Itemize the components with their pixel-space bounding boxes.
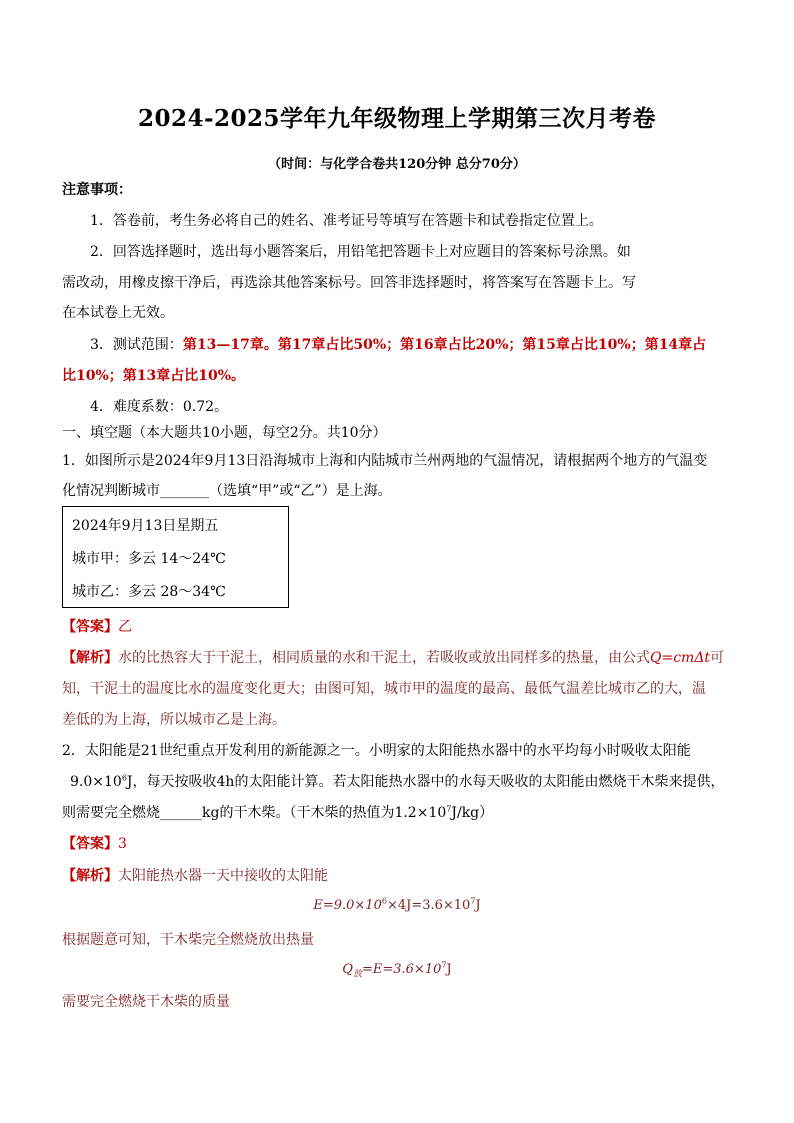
notice-item-3-line-1 [90, 335, 706, 355]
answer-tag: 【答案】 [62, 619, 118, 635]
notice-item-3-prefix: 3．测试范围： [90, 337, 183, 353]
q2-heat-unit: J/kg） [451, 805, 494, 821]
formula-part: ×4J=3.6×10 [386, 898, 471, 913]
q2-answer [62, 834, 127, 854]
analysis-text-end: 可 [710, 650, 725, 666]
q1-line-1: 1．如图所示是2024年9月13日沿海城市上海和内陆城市兰州两地的气温情况，请根据两个地方的气温变 [62, 453, 708, 469]
q2-energy-value: 9.0×10 [70, 774, 122, 790]
notice-item-3-line-2: 比10%；第13章占比10%。 [62, 368, 246, 384]
formula-subscript: 放 [352, 969, 362, 980]
weather-city-b: 城市乙：多云 28～34℃ [72, 584, 226, 600]
notice-item-2-line-3: 在本试卷上无效。 [62, 305, 174, 321]
formula-unit: J [475, 898, 481, 913]
q1-analysis-line-2: 知，干泥土的温度比水的温度变化更大；由图可知，城市甲的温度的最高、最低气温差比城市乙的大，温 [62, 681, 706, 697]
answer-value: 乙 [118, 619, 132, 635]
formula-solar-energy [0, 898, 794, 913]
weather-city-a: 城市甲：多云 14～24℃ [72, 551, 226, 567]
q2-line-1: 2．太阳能是21世纪重点开发利用的新能源之一。小明家的太阳能热水器中的水平均每小时吸收太阳能 [62, 743, 691, 759]
q1-line-2: 化情况判断城市_______（选填“甲”或“乙”）是上海。 [62, 483, 392, 499]
analysis-text: 太阳能热水器一天中接收的太阳能 [118, 868, 328, 884]
q2-line-3 [62, 803, 493, 823]
formula-exponent: 7 [441, 960, 447, 970]
page-title: 2024-2025学年九年级物理上学期第三次月考卷 [137, 105, 657, 132]
q2-line-3-text: 则需要完全燃烧______kg的干木柴。（干木柴的热值为1.2×10 [62, 805, 447, 821]
q1-answer [62, 617, 132, 637]
exam-subtitle: （时间：与化学合卷共120分钟 总分70分） [268, 157, 526, 172]
notice-heading: 注意事项： [62, 182, 132, 198]
answer-tag: 【答案】 [62, 836, 118, 852]
formula-exponent: 6 [381, 896, 387, 906]
analysis-formula: Q=cmΔt [650, 650, 711, 666]
analysis-tag: 【解析】 [62, 868, 118, 884]
q2-line-2 [70, 772, 724, 792]
q2-heat-exponent: 7 [446, 804, 452, 814]
notice-item-2-line-1: 2．回答选择题时，选出每小题答案后，用铅笔把答题卡上对应题目的答案标号涂黑。如 [90, 244, 631, 260]
q1-analysis-line-3: 差低的为上海，所以城市乙是上海。 [62, 712, 286, 728]
q1-analysis-line-1 [62, 648, 724, 668]
section-heading: 一、填空题（本大题共10小题，每空2分。共10分） [62, 425, 387, 441]
answer-value: 3 [118, 836, 127, 852]
formula-unit: J [446, 962, 452, 977]
test-scope: 第13—17章。第17章占比50%；第16章占比20%；第15章占比10%；第14章占 [182, 337, 707, 353]
weather-date: 2024年9月13日星期五 [72, 518, 219, 534]
q2-analysis-line-3: 需要完全燃烧干木柴的质量 [62, 994, 230, 1010]
notice-item-2-line-2: 需改动，用橡皮擦干净后，再选涂其他答案标号。回答非选择题时，将答案写在答题卡上。写 [62, 275, 636, 291]
weather-box [62, 506, 289, 608]
analysis-text: 水的比热容大于干泥土，相同质量的水和干泥土，若吸收或放出同样多的热量，由公式 [118, 650, 650, 666]
q2-analysis-line-1 [62, 866, 328, 886]
formula-part: E=9.0×10 [313, 898, 382, 913]
formula-part: Q [342, 962, 353, 977]
formula-exponent: 7 [470, 896, 476, 906]
notice-item-1: 1．答卷前，考生务必将自己的姓名、准考证号等填写在答题卡和试卷指定位置上。 [90, 213, 603, 229]
formula-heat-released [0, 960, 794, 980]
notice-item-4: 4．难度系数：0.72。 [90, 399, 229, 415]
q2-line-2-text: J，每天按吸收4h的太阳能计算。若太阳能热水器中的水每天吸收的太阳能由燃烧干木柴来提供， [126, 774, 725, 790]
formula-part: =E=3.6×10 [361, 962, 442, 977]
q2-analysis-line-2: 根据题意可知，干木柴完全燃烧放出热量 [62, 932, 314, 948]
analysis-tag: 【解析】 [62, 650, 118, 666]
q2-energy-exponent: 6 [121, 773, 127, 783]
